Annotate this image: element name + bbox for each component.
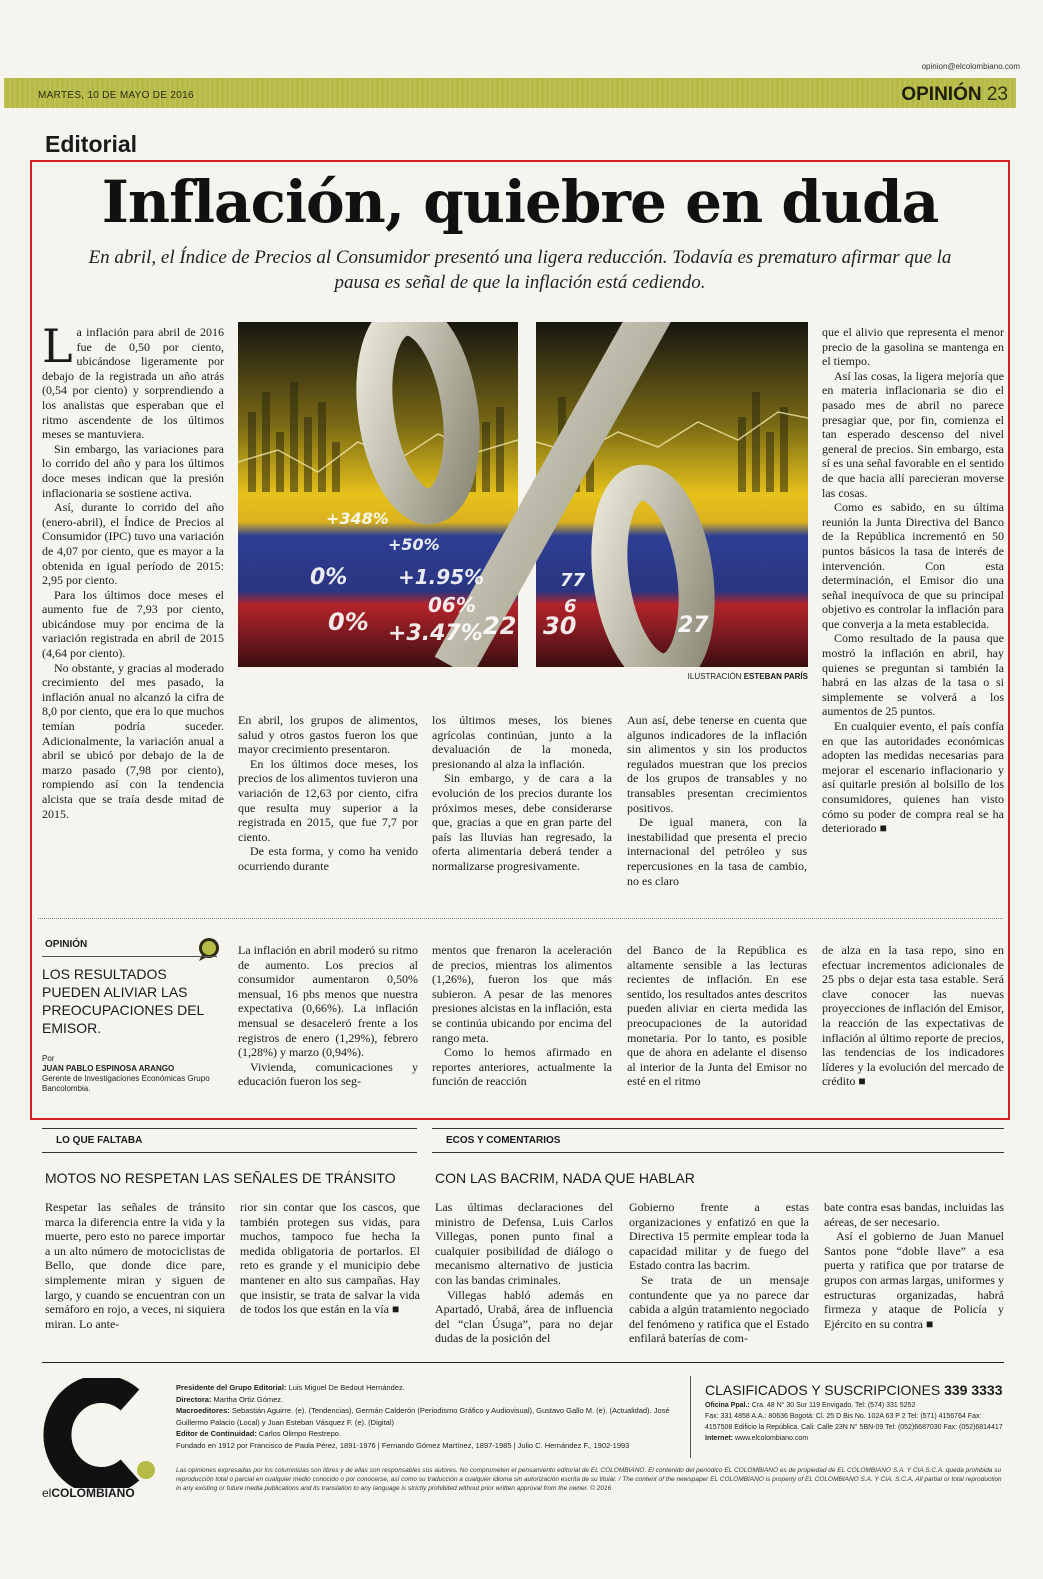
page-number: 23 [986,84,1008,105]
footer-divider [690,1376,691,1458]
speech-bubble-icon [196,936,222,962]
article-paragraph: En abril, los grupos de alimentos, salud y otros gastos fueron los que mayor crecimiento presentaron. [238,713,418,757]
section-name: OPINIÓN [901,84,982,105]
classifieds-contact [705,1400,1005,1444]
opinion-paragraph: Vivienda, comunicaciones y educación fueron los seg- [238,1059,418,1089]
illustration-figure: +50% [388,535,440,554]
masthead-line: Presidente del Grupo Editorial: Luis Miguel De Bedout Hernández. [176,1383,405,1392]
classifieds-title: CLASIFICADOS Y SUSCRIPCIONES 339 3333 [705,1382,1003,1398]
opinion-author: JUAN PABLO ESPINOSA ARANGO [42,1064,175,1073]
illustration-figure: 22 [483,612,517,640]
opinion-paragraph: del Banco de la República es altamente sensible a las lecturas recientes de inflación. En ese sentido, los resultados antes descritos pueden aliviar en cierta medida las preocupaciones de la autoridad monetaria. Por lo tanto, es posible que de ahora en adelante el disenso al interior de la Junta del Emisor no esté en el ritmo [627,943,807,1089]
section-rule [42,1128,417,1129]
masthead-line: Editor de Continuidad: Carlos Olimpo Restrepo. [176,1429,342,1438]
illustration-figure: 77 [560,570,586,591]
article-paragraph: Así, durante lo corrido del año (enero-abril), el Índice de Precios al Consumidor (IPC) tuvo una variación de 4,07 por ciento, que es mayor a la obtenida en igual período de 2015: 2,95 por ciento. [42,500,224,588]
article-paragraph: que el alivio que representa el menor precio de la gasolina se mantenga en el tiempo. [822,325,1004,369]
article-column-2 [238,713,418,874]
article-paragraph: De igual manera, con la inestabilidad que presenta el precio internacional del petróleo y sus repercusiones en la tasa de cambio, no es claro [627,815,807,888]
brief-paragraph: Respetar las señales de tránsito marca la diferencia entre la vida y la muerte, pero esto no parece importar a un alto número de motociclistas de Bello, que donde dice pare, simplemente miran y siguen de largo, y cuando se encuentran con un semáforo en rojo, a veces, ni siquiera miran. Lo ante- [45,1200,225,1331]
illustration-figure: 0% [310,565,348,590]
opinion-title: LOS RESULTADOS PUEDEN ALIVIAR LAS PREOCUPACIONES DEL EMISOR. [42,966,204,1036]
lo-que-faltaba-title: MOTOS NO RESPETAN LAS SEÑALES DE TRÁNSITO [45,1170,396,1186]
article-column-1 [42,319,224,821]
contact-line: Oficina Ppal.: Cra. 48 N° 30 Sur 119 Envigado. Tel: (574) 331 5252 [705,1402,916,1409]
section-divider [38,918,1003,919]
lo-que-faltaba-column-1 [45,1200,225,1331]
illustration-figure: 0% [328,608,369,636]
ecos-column-3 [824,1200,1004,1331]
contact-line: Fax: 331 4858 A.A.: 80636 Bogotá: Cl. 25 D Bis No. 102A 63 P 2 Tel: (571) 4156764 Fax: 4157508 Edificio la República. Cali: Calle 23N N° 5BN-09 Tel: (052)6687030 Fax: (052)6814417 [705,1413,1003,1431]
illustrator-name: ESTEBAN PARÍS [743,672,808,681]
brief-paragraph: Se trata de un mensaje contundente que ya no parece dar cabida a algún tratamiento negociado del fenómeno y ratifica que el Estado enfilará baterías de com- [629,1272,809,1346]
opinion-rule [42,956,217,957]
editorial-headline: Inflación, quiebre en duda [101,168,939,236]
opinion-author-role: Gerente de Investigaciones Económicas Grupo Bancolombia. [42,1074,210,1093]
logo-wordmark: elCOLOMBIANO [42,1486,135,1500]
section-email[interactable]: opinion@elcolombiano.com [921,62,1020,71]
illustration-figure: 30 [543,612,577,640]
editorial-label: Editorial [45,131,138,157]
section-rule [432,1128,1004,1129]
issue-date: MARTES, 10 DE MAYO DE 2016 [38,90,194,101]
section-rule [432,1152,1004,1153]
article-paragraph: De esta forma, y como ha venido ocurriendo durante [238,844,418,873]
website-link[interactable]: www.elcolombiano.com [734,1435,809,1442]
editorial-dek: En abril, el Índice de Precios al Consumidor presentó una ligera reducción. Todavía es prematuro afirmar que la pausa es señal de que la inflación está cediendo. [88,247,952,293]
illustration-figure: 27 [678,613,709,638]
masthead-line: Macroeditores: Sebastián Aguirre. (e). (Tendencias), Germán Calderón (Periodismo Gráfico y Audiovisual), Gustavo Gallo M. (e). (Actualidad). José Guillermo Palacio (Local) y Juan Esteban Vásquez F. (e). (Digital) [176,1406,670,1427]
illustration-figure: +348% [326,509,389,528]
classifieds-phone[interactable]: 339 3333 [944,1382,1003,1398]
drop-cap: L [42,319,73,373]
opinion-paragraph: La inflación en abril moderó su ritmo de aumento. Los precios al consumidor aumentaron 0,50% mensual, 16 pbs menos que nuestra expectativa (0,66%). La inflación mensual se desaceleró frente a los registros de enero (1,29%), febrero (1,28%) y marzo (0,94%). [238,943,418,1060]
brief-paragraph: Así el gobierno de Juan Manuel Santos pone “doble llave” a esa puerta y ratifica que por tratarse de grupos con armas largas, uniformes y estructuras organizadas, habrá firmeza y ataque de Policía y Ejército en su contra ■ [824,1229,1004,1331]
article-paragraph: los últimos meses, los bienes agrícolas continúan, junto a la devaluación de la moneda, presionando al alza la inflación. [432,713,612,771]
opinion-column-2 [432,943,612,1089]
ecos-label: ECOS Y COMENTARIOS [446,1135,561,1146]
opinion-column-4 [822,943,1004,1089]
section-title [901,84,1008,106]
article-paragraph: No obstante, y gracias al moderado crecimiento del mes pasado, la inflación anual no alcanzó la cifra de 8,0 por ciento, que era lo que muchos temían podría suceder. Adicionalmente, la variación anual a abril se ubicó por debajo de la de marzo pasado (7,98 por ciento), rompiendo así con la tendencia alcista que se traía desde mitad de 2015. [42,660,224,821]
section-rule [42,1152,417,1153]
masthead [176,1382,681,1451]
opinion-column-1 [238,943,418,1089]
opinion-paragraph: Como lo hemos afirmado en reportes anteriores, actualmente la función de reacción [432,1045,612,1089]
article-paragraph: Sin embargo, y de cara a la evolución de los precios durante los próximos meses, debe considerarse que, gracias a que en gran parte del país las lluvias han regresado, la oferta alimentaria deberá tender a normalizarse progresivamente. [432,771,612,873]
footer-rule [42,1362,1004,1363]
article-column-5 [822,325,1004,836]
ecos-title: CON LAS BACRIM, NADA QUE HABLAR [435,1170,695,1186]
article-paragraph: Así las cosas, la ligera mejoría que en materia inflacionaria se dio el pasado mes de abril no parece presagiar que, por fin, comienza el tan esperado descenso del nivel general de precios. Sin embargo, esta sí es una señal favorable en el sentido de que hacia allí parecieran moverse las cosas. [822,368,1004,500]
brief-paragraph: rior sin contar que los cascos, que también protegen sus vidas, para muchos, tampoco fue hecha la medida obligatoria de portarlos. El reto es grande y el municipio debe mantener en alto sus campañas. Hay que insistir, se trata de salvar la vida de todos los que están en la vía ■ [240,1200,420,1317]
lo-que-faltaba-column-2 [240,1200,420,1317]
article-paragraph: Sin embargo, las variaciones para lo corrido del año y para los últimos doce meses indican que la presión inflacionaria se sostiene activa. [42,441,224,500]
illustration-figure: +3.47% [388,621,483,646]
article-paragraph: Para los últimos doce meses el aumento fue de 7,93 por ciento, ubicándose muy por encima de la variación registrada en abril de 2015 (4,64 por ciento). [42,587,224,661]
brief-paragraph: Villegas habló además en Apartadó, Urabá, área de influencia del “clan Úsuga”, para no dejar dudas de la posición del [435,1287,613,1346]
opinion-column-3 [627,943,807,1089]
illustration-figure: 06% [428,593,476,617]
article-paragraph: En cualquier evento, el país confía en que las autoridades económicas adopten las medidas necesarias para mejorar el escenario inflacionario y así quitarle presión al bolsillo de los consumidores, quienes han visto cómo su poder de compra real se ha deteriorado ■ [822,719,1004,836]
article-paragraph: Como es sabido, en su última reunión la Junta Directiva del Banco de la República incrementó en 50 puntos básicos la tasa de interés de intervención. Con esta determinación, el Emisor dio una señal inequívoca de que su principal objetivo es controlar la inflación para que converja a la meta establecida. [822,500,1004,631]
illustration-figure: +1.95% [398,565,485,589]
ecos-column-2 [629,1200,809,1346]
opinion-byline: Por JUAN PABLO ESPINOSA ARANGO Gerente de Investigaciones Económicas Grupo Bancolombia. [42,1054,232,1094]
article-paragraph: En los últimos doce meses, los precios de los alimentos tuvieron una variación de 12,63 por ciento, cifra que resulta muy superior a la registrada en 2015, que fue 7,7 por ciento. [238,756,418,844]
opinion-paragraph: mentos que frenaron la aceleración de precios, mientras los alimentos (1,26%), fueron los que más subieron. A pesar de las menores presiones alcistas en la inflación, esta se continúa ubicando por encima del rango meta. [432,943,612,1045]
article-paragraph: Aun así, debe tenerse en cuenta que algunos indicadores de la inflación sin alimentos y sin los productos regulados muestran que los precios de los grupos de transables y no transables presentan crecimientos positivos. [627,713,807,815]
article-paragraph: La inflación para abril de 2016 fue de 0,50 por ciento, ubicándose ligeramente por debajo de la registrada un año atrás (0,54 por ciento) y sorprendiendo a los analistas que esperaban que el ritmo ascendente de los últimos meses se mantuviera. [42,319,224,442]
ecos-column-1 [435,1200,613,1346]
article-column-3 [432,713,612,874]
contact-line: Internet: www.elcolombiano.com [705,1435,809,1442]
brief-paragraph: bate contra esas bandas, incluidas las aéreas, de ser necesario. [824,1200,1004,1229]
illustration-credit: ILUSTRACIÓN ESTEBAN PARÍS [687,672,808,681]
brief-paragraph: Gobierno frente a estas organizaciones y enfatizó en que la Directiva 15 permite emplear toda la capacidad militar y de fuego del Estado contra las bacrim. [629,1200,809,1273]
opinion-label: OPINIÓN [45,939,88,950]
masthead-line: Fundado en 1912 por Francisco de Paula Pérez, 1891-1976 | Fernando Gómez Martínez, 1897-1985 | Julio C. Hernández F., 1902-1993 [176,1440,630,1450]
opinion-paragraph: de alza en la tasa repo, sino en efectuar incrementos adicionales de 25 pbs o dejar esta tasa estable. Será clave conocer las nuevas proyecciones de inflación del Emisor, la reacción de las expectativas de inflación al último reporte de precios, las tendencias de los indicadores líderes y la evolución del mercado de crédito ■ [822,943,1004,1089]
masthead-line: Directora: Martha Ortiz Gómez. [176,1394,284,1404]
percent-illustration [238,322,808,667]
article-paragraph: Como resultado de la pausa que mostró la inflación en abril, hay quienes se preguntan si también la habrá en las alzas de la tasa o si simplemente se volverá a los aumentos de 25 puntos. [822,631,1004,719]
el-colombiano-logo[interactable] [42,1378,157,1488]
brief-paragraph: Las últimas declaraciones del ministro de Defensa, Luis Carlos Villegas, ponen punto final a cualquier posibilidad de diálogo o mecanismo alternativo de justicia con las bandas criminales. [435,1200,613,1287]
illustration-figure: 6 [564,596,577,617]
legal-disclaimer: Las opiniones expresadas por los columnistas son libres y de ellas son responsables sus autores. No comprometen el pensamiento editorial de EL COLOMBIANO. El contenido del periódico EL COLOMBIANO es de propiedad de EL COLOMBIANO S.A. Y CIA S.C.A. queda prohibida su reproducción total o parcial en cualquier medio conocido o por conocerse, así como su traducción a cualquier idioma sin autorización escrita de su titular. / The content of the newspaper EL COLOMBIANO is property of EL COLOMBIANO S.A. Y CIA. S.C.A. All partial or total reproduction in any existing or future media publications and its translation to any language is strictly prohibited without prior written approval from the owner. © 2016 [176,1467,1002,1492]
lo-que-faltaba-label: LO QUE FALTABA [56,1135,143,1146]
article-column-4 [627,713,807,888]
